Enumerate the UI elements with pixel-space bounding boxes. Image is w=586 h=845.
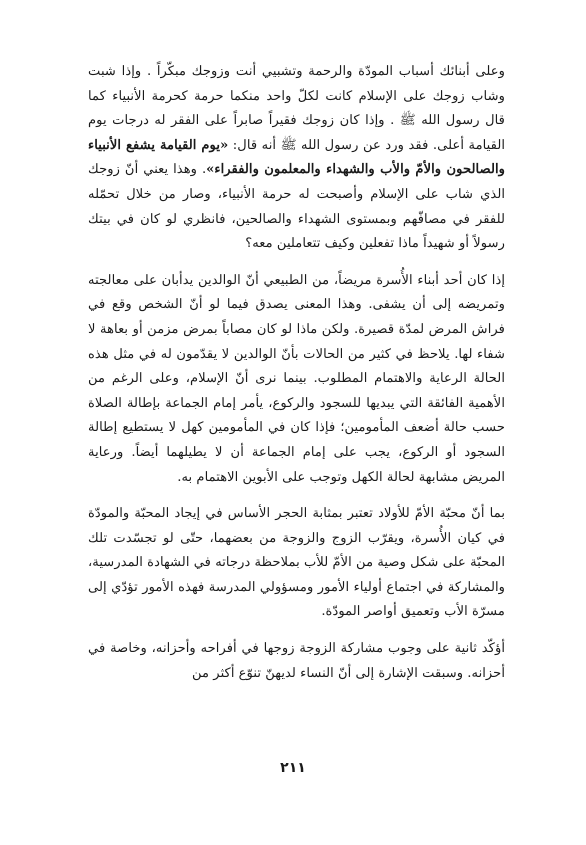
paragraph-4: أؤكّد ثانية على وجوب مشاركة الزوجة زوجها في أفراحه وأحزانه، وخاصة في أحزانه. وسبقت الإشارة إلى أنّ النساء لديهنّ تنوّع أكثر من <box>88 641 505 681</box>
page-body <box>88 60 505 686</box>
hadith-quote: «يوم القيامة يشفع الأنبياء والصالحون والأمّ والأب والشهداء والمعلمون والفقراء» <box>88 137 505 178</box>
paragraph-1 <box>88 60 505 257</box>
paragraph-2: إذا كان أحد أبناء الأُسرة مريضاً، من الطبيعي أنّ الوالدين يدأبان على معالجته وتمريضه إلى أن يشفى. وهذا المعنى يصدق فيما لو أنّ الشخص وقع في فراش المرض لمدّة قصيرة. ولكن ماذا لو كان مصاباً بمرض مزمن أو بعاهة لا شفاء لها. يلاحظ في كثير من الحالات بأنّ الوالدين لا يقدّمون له في مثل هذه الحالة الرعاية والاهتمام المطلوب. بينما نرى أنّ الإسلام، وعلى الرغم من الأهمية الفائقة التي يبديها للسجود والركوع، يأمر إمام الجماعة بإطالة الصلاة حسب حالة أضعف المأمومين؛ فإذا كان في المأمومين كهل لا يستطيع إطالة السجود أو الركوع، يجب على إمام الجماعة أن لا يطيلهما أيضاً. ورعاية المريض مشابهة لحالة الكهل وتوجب على الأبوين الاهتمام به. <box>88 272 505 485</box>
paragraph-3: بما أنّ محبّة الأمّ للأولاد تعتبر بمثابة الحجر الأساس في إيجاد المحبّة والمودّة في كيان الأُسرة، ويقرّب الزوج والزوجة من بعضهما، حتّى لو تجسّدت تلك المحبّة على شكل وصية من الأمّ للأب بملاحظة درجاته في الشهادة المدرسية، والمشاركة في اجتماع أولياء الأمور ومسؤولي المدرسة فهذه الأمور تؤدّي إلى مسرّة الأب وتعميق أواصر المودّة. <box>88 506 505 620</box>
paragraph-1-text-a: وعلى أبنائك أسباب المودّة والرحمة وتشبيي أنت وزوجك مبكّراً . وإذا شبت وشاب زوجك على الإسلام كانت لكلّ واحد منكما حرمة كحرمة الأنبياء كما قال رسول الله ﷺ . وإذا كان زوجك فقيراً صابراً على الفقر له درجات يوم القيامة أعلى. فقد ورد عن رسول الله ﷺ أنه قال: <box>88 64 506 153</box>
page-number: ٢١١ <box>280 760 306 776</box>
paragraph-1-text-b: . وهذا يعني أنّ زوجك الذي شاب على الإسلام وأصبحت له حرمة الأنبياء، وصار من خلال تحمّله للفقر في مصافّهم وبمستوى الشهداء والصالحين، فانظري لو كان في بيتك رسولاً أو شهيداً ماذا تفعلين وكيف تتعاملين معه؟ <box>88 162 505 252</box>
